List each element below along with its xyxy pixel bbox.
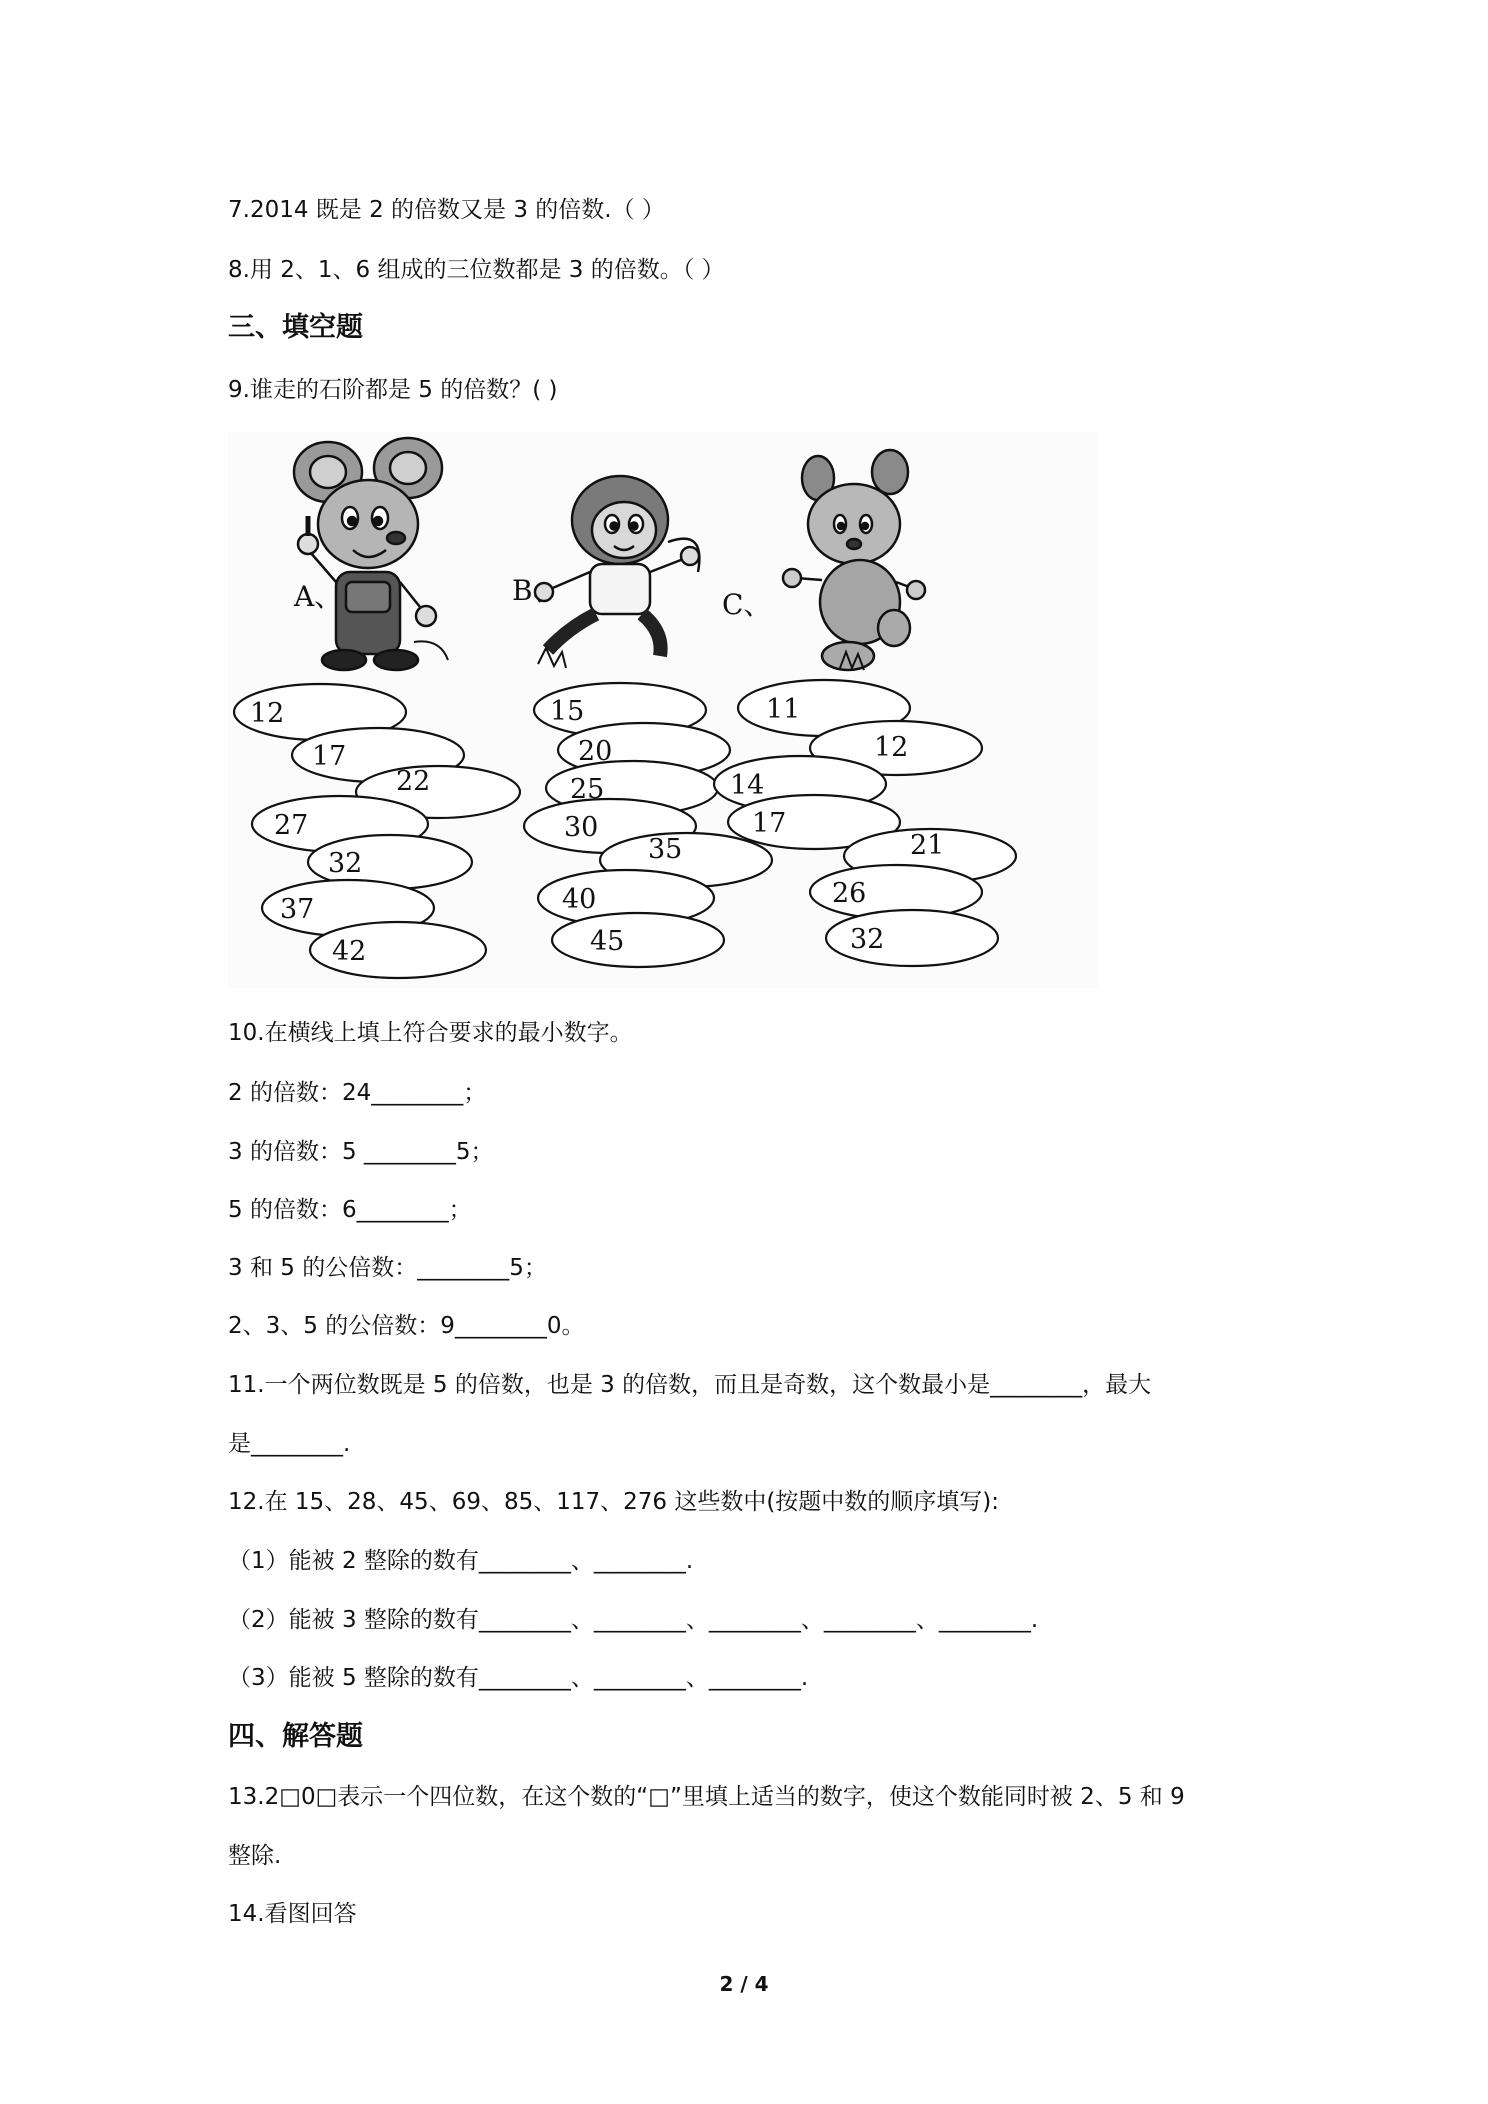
stone-number: 30 [564, 812, 599, 843]
stone-number: 32 [850, 924, 885, 955]
section-heading-fill-in: 三、填空题 [228, 312, 363, 343]
page-number: 2 / 4 [719, 1972, 769, 1996]
stone-number: 12 [874, 732, 909, 763]
option-c-label: C、 [722, 588, 772, 621]
stone-number: 37 [280, 894, 315, 925]
question-10-part-d: 3 和 5 的公倍数：________5； [228, 1255, 547, 1281]
question-10-part-c: 5 的倍数：6________； [228, 1197, 472, 1223]
option-a-label: A、 [294, 580, 343, 613]
question-14: 14.看图回答 [228, 1901, 357, 1927]
stone [552, 913, 724, 967]
question-11-line-2: 是________. [228, 1431, 351, 1457]
question-13-line-2: 整除. [228, 1843, 282, 1869]
stone-number: 25 [570, 774, 605, 805]
question-12-part-3: （3）能被 5 整除的数有________、________、________. [228, 1665, 809, 1691]
stone-number: 17 [752, 808, 787, 839]
question-12: 12.在 15、28、45、69、85、117、276 这些数中(按题中数的顺序填写): [228, 1489, 1000, 1515]
stone-number: 26 [832, 878, 867, 909]
question-10: 10.在横线上填上符合要求的最小数字。 [228, 1020, 633, 1046]
question-10-part-b: 3 的倍数：5 ________5； [228, 1139, 494, 1165]
stone-number: 11 [766, 694, 801, 725]
stone-number: 42 [332, 936, 367, 967]
stone-number: 15 [550, 696, 585, 727]
stone-number: 35 [648, 834, 683, 865]
question-11-line-1: 11.一个两位数既是 5 的倍数，也是 3 的倍数，而且是奇数，这个数最小是________，最大 [228, 1372, 1152, 1398]
question-12-part-2: （2）能被 3 整除的数有________、________、________、________、________. [228, 1607, 1039, 1633]
stone-number: 12 [250, 698, 285, 729]
question-10-part-a: 2 的倍数：24________； [228, 1080, 487, 1106]
stone-number: 20 [578, 736, 613, 767]
question-10-part-e: 2、3、5 的公倍数：9________0。 [228, 1313, 585, 1339]
stone-number: 45 [590, 926, 625, 957]
question-9: 9.谁走的石阶都是 5 的倍数？( ) [228, 377, 558, 403]
stone-number: 40 [562, 884, 597, 915]
question-13-line-1: 13.2□0□表示一个四位数，在这个数的“□”里填上适当的数字，使这个数能同时被 2、5 和 9 [228, 1784, 1185, 1810]
option-b-label: B、 [512, 574, 561, 607]
stepping-stones-figure [228, 432, 1098, 988]
stone-number: 27 [274, 810, 309, 841]
stone-number: 22 [396, 766, 431, 797]
question-12-part-1: （1）能被 2 整除的数有________、________. [228, 1548, 694, 1574]
section-heading-answer: 四、解答题 [228, 1721, 363, 1752]
stone-number: 14 [730, 770, 765, 801]
stone-number: 21 [910, 830, 945, 861]
stone-number: 32 [328, 848, 363, 879]
stone-number: 17 [312, 741, 347, 772]
question-8: 8.用 2、1、6 组成的三位数都是 3 的倍数。（ ） [228, 257, 725, 283]
question-7: 7.2014 既是 2 的倍数又是 3 的倍数.（ ） [228, 197, 665, 223]
